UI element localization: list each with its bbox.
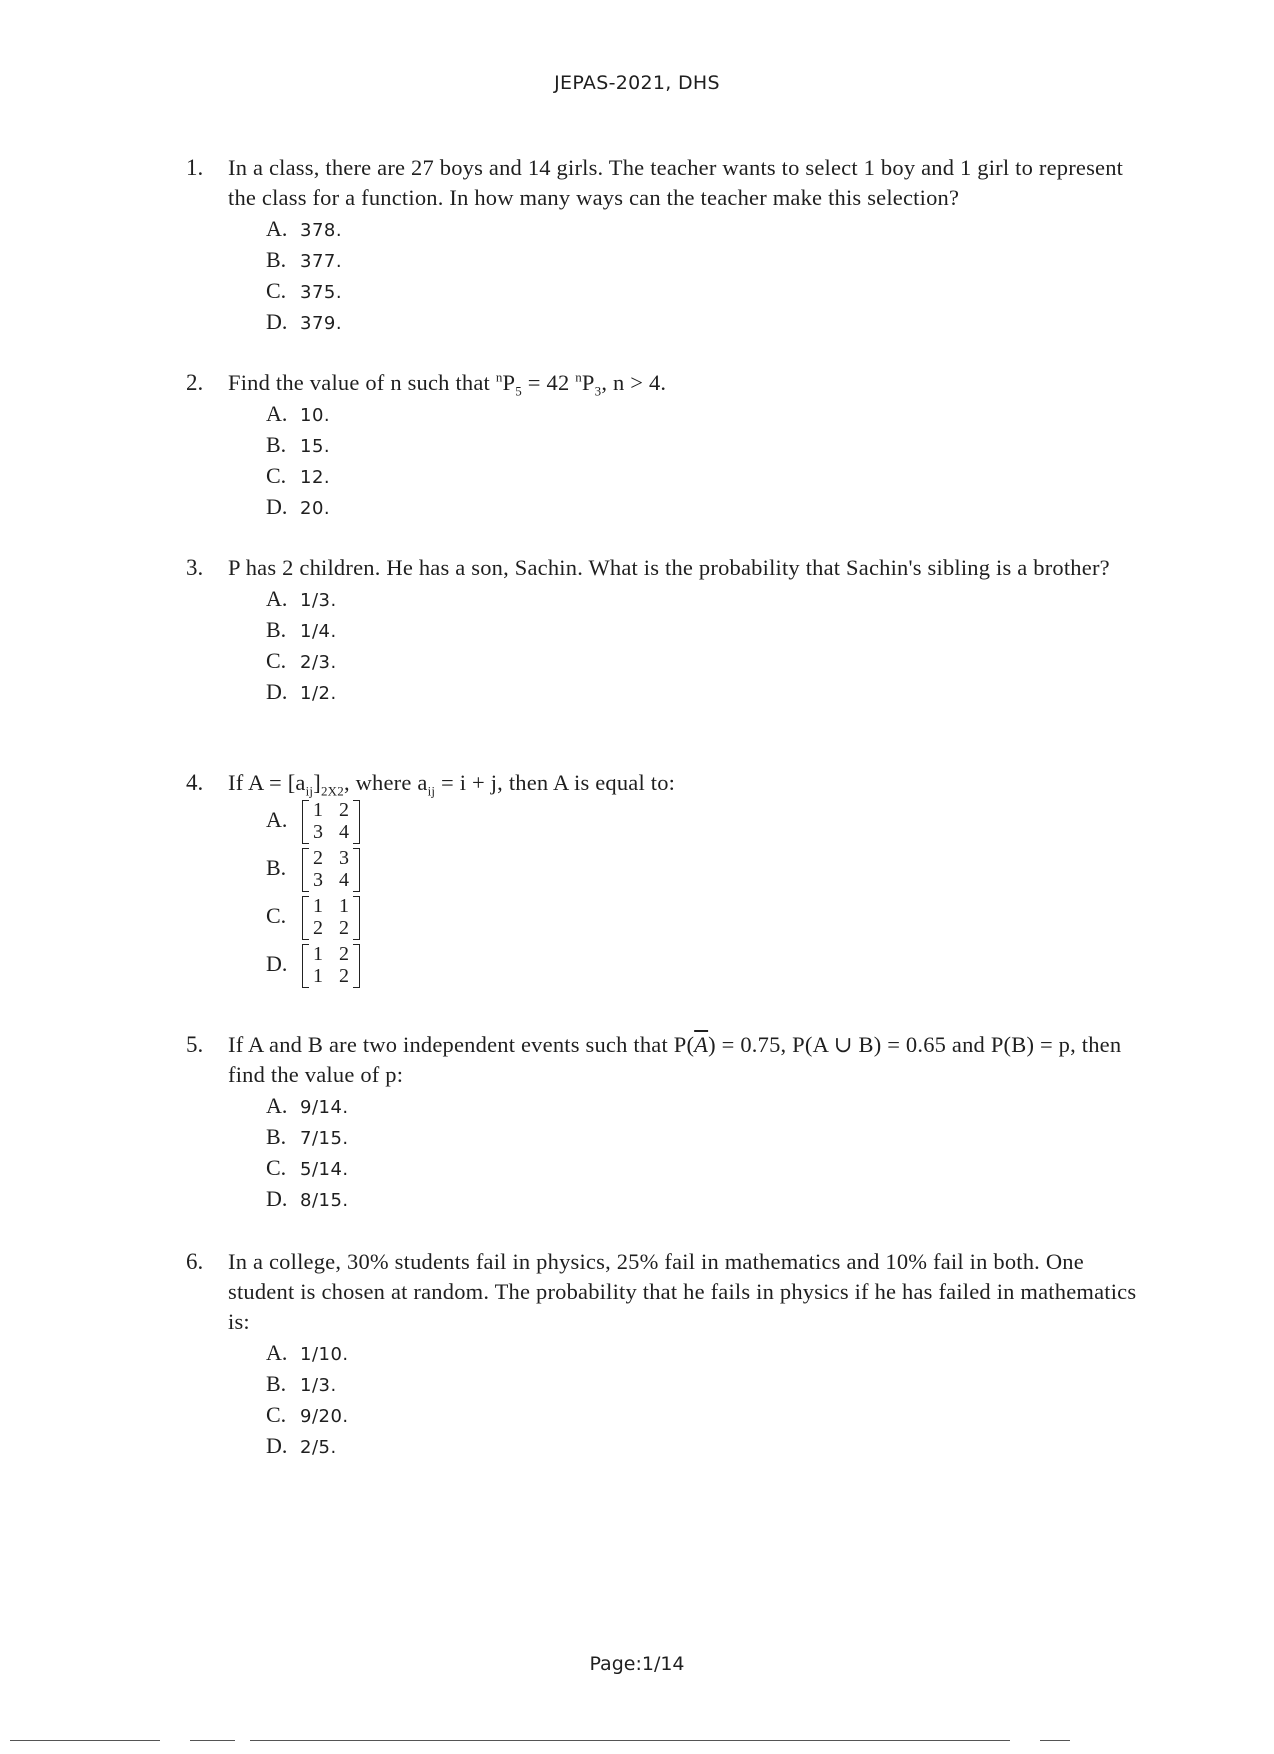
option-b: [266, 614, 1146, 645]
right-bracket: [353, 896, 360, 940]
option-value: 1/3.: [300, 1375, 337, 1396]
left-bracket: [302, 896, 309, 940]
option-value: 1/2.: [300, 683, 337, 704]
option-b: [266, 846, 1146, 894]
matrix-cell: 1: [313, 895, 323, 917]
option-label: B.: [266, 1371, 287, 1396]
option-label: B.: [266, 855, 287, 880]
options-list: [266, 798, 1146, 990]
option-a: [266, 798, 1146, 846]
left-bracket: [302, 848, 309, 892]
option-label: B.: [266, 432, 287, 457]
option-c: [266, 275, 1146, 306]
question-6: [186, 1247, 1146, 1461]
option-value: 2/5.: [300, 1437, 337, 1458]
option-label: D.: [266, 309, 288, 334]
question-number: 4.: [186, 770, 204, 795]
option-value: 12.: [300, 467, 331, 488]
option-a: [266, 398, 1146, 429]
question-number: 2.: [186, 370, 204, 395]
right-bracket: [353, 800, 360, 844]
option-label: C.: [266, 903, 287, 928]
option-d: [266, 676, 1146, 707]
matrix-cell: 1: [339, 895, 349, 917]
option-value: 378.: [300, 220, 343, 241]
option-d: [266, 942, 1146, 990]
options-list: [266, 1337, 1146, 1461]
question-number: 6.: [186, 1249, 204, 1274]
option-c: [266, 894, 1146, 942]
option-label: D.: [266, 679, 288, 704]
matrix-cell: 2: [313, 847, 323, 869]
matrix-cell: 2: [339, 943, 349, 965]
question-4: [186, 768, 1146, 990]
option-value: 379.: [300, 313, 343, 334]
left-bracket: [302, 944, 309, 988]
matrix-cell: 3: [313, 821, 323, 843]
options-list: [266, 398, 1146, 522]
complement-a: $\overline{A}$: [694, 1032, 709, 1057]
scan-divider: [250, 1740, 1010, 1741]
option-value: 9/20.: [300, 1406, 349, 1427]
option-value: 15.: [300, 436, 331, 457]
right-bracket: [353, 848, 360, 892]
question-number: 1.: [186, 155, 204, 180]
question-text: Find the value of n such that $^nP_5 = 42$ $^nP_3$, n > 4.: [228, 369, 667, 399]
matrix: [302, 894, 360, 940]
option-value: 2/3.: [300, 652, 337, 673]
matrix-cell: 1: [313, 965, 323, 987]
option-c: [266, 645, 1146, 676]
question-3: [186, 553, 1146, 707]
matrix: [302, 846, 360, 892]
question-1: [186, 153, 1146, 337]
option-label: C.: [266, 463, 287, 488]
matrix-cell: 2: [339, 965, 349, 987]
matrix: [302, 798, 360, 844]
option-d: [266, 1430, 1146, 1461]
option-value: 7/15.: [300, 1128, 349, 1149]
matrix-cell: 2: [313, 917, 323, 939]
option-b: [266, 429, 1146, 460]
question-text: If $A = [a_{ij}]_{2X2}$, where $a_{ij} = i + j$, then A is equal to:: [228, 770, 676, 799]
page-header: JEPAS-2021, DHS: [554, 72, 720, 94]
option-value: 8/15.: [300, 1190, 349, 1211]
question-2: [186, 368, 1146, 522]
option-label: A.: [266, 401, 288, 426]
option-label: A.: [266, 807, 288, 832]
option-label: C.: [266, 278, 287, 303]
matrix-cell: 1: [313, 943, 323, 965]
option-label: D.: [266, 1186, 288, 1211]
option-value: 10.: [300, 405, 331, 426]
option-a: [266, 1090, 1146, 1121]
option-value: 1/10.: [300, 1344, 349, 1365]
option-value: 9/14.: [300, 1097, 349, 1118]
options-list: [266, 1090, 1146, 1214]
question-5: [186, 1030, 1146, 1214]
matrix-cell: 1: [313, 799, 323, 821]
scan-divider: [190, 1740, 235, 1741]
option-label: A.: [266, 1340, 288, 1365]
option-c: [266, 460, 1146, 491]
option-c: [266, 1399, 1146, 1430]
option-label: A.: [266, 216, 288, 241]
page-number: Page:1/14: [589, 1653, 685, 1675]
option-c: [266, 1152, 1146, 1183]
option-d: [266, 1183, 1146, 1214]
question-number: 5.: [186, 1032, 204, 1057]
option-label: A.: [266, 1093, 288, 1118]
scan-divider: [10, 1740, 160, 1741]
left-bracket: [302, 800, 309, 844]
option-value: 1/4.: [300, 621, 337, 642]
scan-divider: [1040, 1740, 1070, 1741]
matrix-cell: 2: [339, 917, 349, 939]
option-label: B.: [266, 247, 287, 272]
option-label: D.: [266, 951, 288, 976]
option-d: [266, 491, 1146, 522]
matrix: [302, 942, 360, 988]
matrix-cell: 4: [339, 869, 349, 891]
option-value: 1/3.: [300, 590, 337, 611]
option-label: D.: [266, 494, 288, 519]
option-value: 20.: [300, 498, 331, 519]
option-b: [266, 1368, 1146, 1399]
option-label: C.: [266, 648, 287, 673]
option-label: A.: [266, 586, 288, 611]
question-text: P has 2 children. He has a son, Sachin. What is the probability that Sachin's sibling is a brother?: [228, 555, 1110, 580]
option-a: [266, 1337, 1146, 1368]
option-value: 5/14.: [300, 1159, 349, 1180]
matrix-cell: 2: [339, 799, 349, 821]
option-a: [266, 213, 1146, 244]
option-a: [266, 583, 1146, 614]
option-value: 375.: [300, 282, 343, 303]
option-label: D.: [266, 1433, 288, 1458]
matrix-cell: 3: [339, 847, 349, 869]
option-label: C.: [266, 1402, 287, 1427]
question-text: If A and B are two independent events such that $P(\overline{A}) = 0.75$, P(A ∪ B) = 0.65 and P(B) = p, then find the value of p:: [228, 1032, 1122, 1087]
option-b: [266, 244, 1146, 275]
question-text: In a class, there are 27 boys and 14 girls. The teacher wants to select 1 boy and 1 girl to represent the class for a function. In how many ways can the teacher make this selection?: [228, 155, 1124, 210]
matrix-cell: 3: [313, 869, 323, 891]
option-value: 377.: [300, 251, 343, 272]
right-bracket: [353, 944, 360, 988]
option-d: [266, 306, 1146, 337]
option-label: B.: [266, 617, 287, 642]
question-number: 3.: [186, 555, 204, 580]
matrix-cell: 4: [339, 821, 349, 843]
question-text: In a college, 30% students fail in physics, 25% fail in mathematics and 10% fail in both. One student is chosen at random. The probability that he fails in physics if he has failed in mathematics is:: [228, 1249, 1137, 1334]
options-list: [266, 213, 1146, 337]
option-label: B.: [266, 1124, 287, 1149]
option-label: C.: [266, 1155, 287, 1180]
options-list: [266, 583, 1146, 707]
option-b: [266, 1121, 1146, 1152]
